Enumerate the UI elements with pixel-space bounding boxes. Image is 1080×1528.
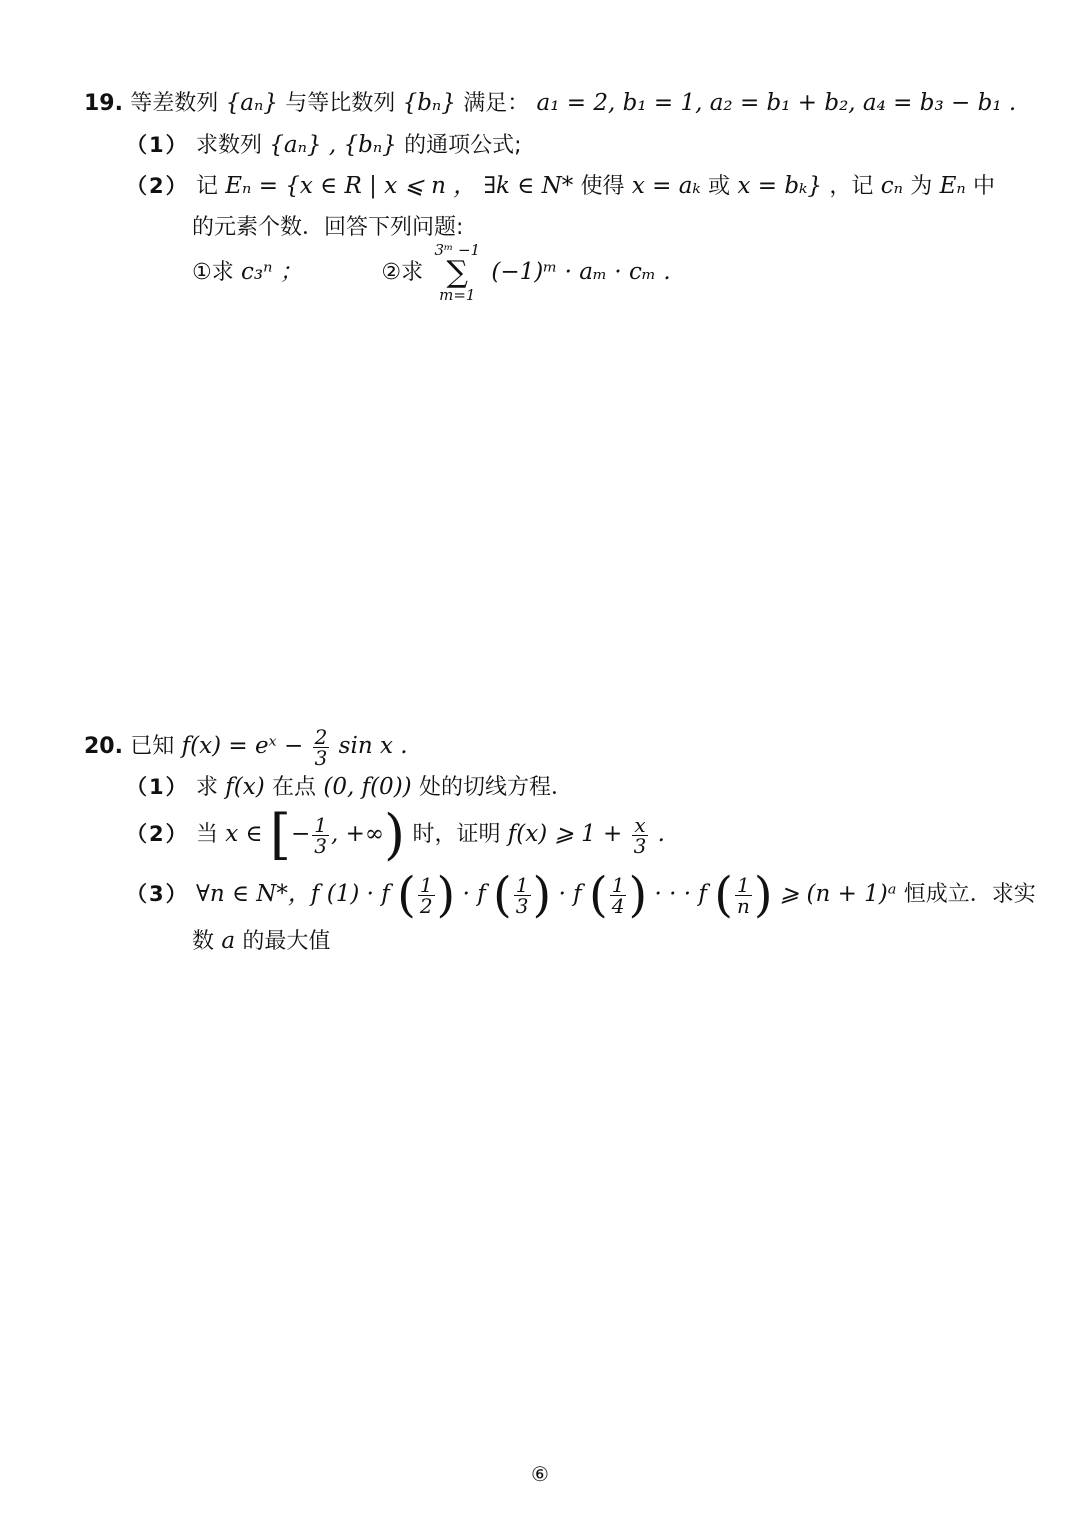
q19-part1-label: （1）: [126, 133, 189, 157]
page-number: ⑥: [531, 1462, 549, 1486]
q19-subquestions: ①求 c₃ⁿ ； ②求 3ᵐ −1 ∑ m=1 (−1)ᵐ · aₘ · cₘ .: [192, 241, 671, 304]
q19-part1: （1） 求数列 {aₙ} , {bₙ} 的通项公式;: [126, 132, 522, 158]
q19-number: 19.: [84, 91, 123, 116]
q20-part3-label: （3）: [126, 882, 189, 906]
fraction-x-over-3: $\frac{x}{3}$: [633, 812, 647, 858]
q20-part3: （3） ∀n ∈ N*，f (1) · f ( $\frac{1}{2}$ ) · f ( $\frac{1}{3}$ ) · f ( $\frac{1}{4}$ ) · · · f ( $\frac{1}{n}$ ) ⩾ (n + 1)ᵃ 恒成立．求实: [126, 867, 1036, 923]
q19-sub1-math: c₃ⁿ ；: [241, 259, 303, 285]
q19-sub2-label: ②求: [381, 260, 424, 285]
q20-part2-label: （2）: [126, 822, 189, 846]
q20-stem: 20. 已知 f(x) = eˣ − $\frac{2}{3}$ sin x .: [84, 724, 408, 770]
q19-part2-line2: 的元素个数．回答下列问题:: [192, 215, 464, 240]
q20-number: 20.: [84, 734, 123, 759]
q19-part2: （2） 记 Eₙ = {x ∈ R | x ⩽ n ， ∃k ∈ N* 使得 x = aₖ 或 x = bₖ} ，记 cₙ 为 Eₙ 中: [126, 173, 996, 199]
right-paren: ): [384, 803, 406, 866]
q20-part3-line2: 数 a 的最大值: [192, 928, 331, 954]
q19-part2-label: （2）: [126, 174, 189, 198]
fraction-one-third: $\frac{1}{3}$: [314, 812, 327, 858]
q20-part2: （2） 当 x ∈ [− $\frac{1}{3}$ , +∞) 时，证明 f(x) ⩾ 1 + $\frac{x}{3}$ .: [126, 803, 665, 866]
fraction-one-half: $\frac{1}{2}$: [419, 872, 433, 918]
q19-sub1-label: ①求: [192, 260, 234, 285]
fraction-one-quarter: $\frac{1}{4}$: [611, 872, 625, 918]
fraction-one-over-n: $\frac{1}{n}$: [736, 872, 750, 918]
q19-stem: 19. 等差数列 {aₙ} 与等比数列 {bₙ} 满足： a₁ = 2, b₁ = 1, a₂ = b₁ + b₂, a₄ = b₃ − b₁ .: [84, 90, 1017, 116]
q19-conditions: a₁ = 2, b₁ = 1, a₂ = b₁ + b₂, a₄ = b₃ − b₁ .: [536, 90, 1017, 116]
fraction-two-thirds: $\frac{2}{3}$: [314, 724, 328, 770]
summation-symbol: 3ᵐ −1 ∑ m=1: [434, 241, 481, 304]
left-bracket: [: [269, 803, 291, 866]
fraction-one-third-b: $\frac{1}{3}$: [515, 872, 529, 918]
q20-part1: （1） 求 f(x) 在点 (0, f(0)) 处的切线方程．: [126, 774, 573, 800]
q20-part1-label: （1）: [126, 775, 189, 799]
